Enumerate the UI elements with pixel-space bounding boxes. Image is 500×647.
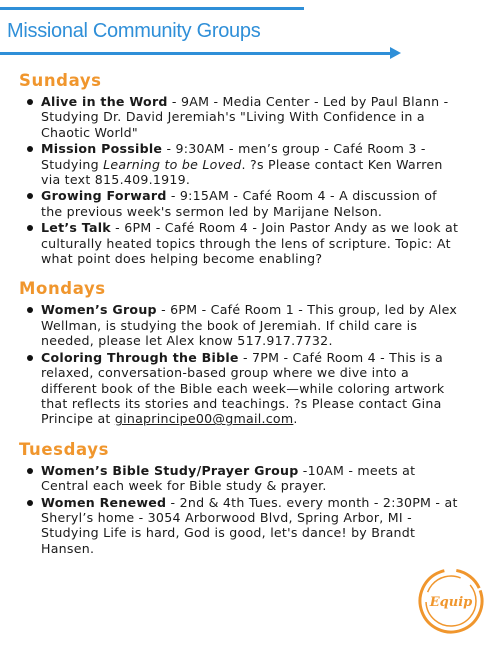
group-name: Women Renewed [41, 494, 167, 510]
group-details: - 2nd & 4th Tues. every month - 2:30PM - at Sheryl’s home - 3054 Arborwood Blvd, Spring Arbor, MI - Studying Life is hard, God is good, let's dance! by Brandt Hansen. [41, 494, 458, 556]
groups-content [19, 70, 459, 568]
list-item [41, 463, 459, 494]
group-details: - 9AM - Media Center - Led by Paul Blann - Studying Dr. David Jeremiah's "Living With Confidence in a Chaotic World" [41, 94, 449, 140]
sundays-list [19, 94, 459, 266]
list-item [41, 94, 459, 140]
list-item [41, 220, 459, 266]
mondays-list [19, 302, 459, 426]
page-title: Missional Community Groups [7, 20, 261, 42]
group-details: - 7PM - Café Room 4 - This is a relaxed, conversation-based group where we dive into a different book of the Bible each week—while coloring artwork that reflects its stories and teachings. ?s Please contact Gina Principe at [41, 349, 445, 427]
equip-logo [416, 566, 486, 636]
group-name: Coloring Through the Bible [41, 349, 239, 365]
list-item [41, 302, 459, 348]
group-details: - 9:30AM - men’s group - Café Room 3 - Studying [41, 141, 426, 172]
contact-email-link[interactable]: ginaprincipe00@gmail.com [114, 411, 294, 427]
group-details: -10AM - meets at Central each week for Bible study & prayer. [41, 462, 416, 494]
day-heading-sundays: Sundays [19, 71, 102, 90]
day-heading-tuesdays: Tuesdays [19, 439, 110, 459]
top-divider [0, 7, 304, 10]
group-name: Alive in the Word [41, 94, 168, 109]
list-item [41, 188, 459, 219]
group-name: Let’s Talk [41, 220, 111, 236]
group-details: . [293, 411, 298, 427]
group-details: - 9:15AM - Café Room 4 - A discussion of the previous week's sermon led by Marijane Nelson. [41, 188, 437, 219]
group-details: - 6PM - Café Room 4 - Join Pastor Andy as we look at culturally heated topics through the lens of scripture. Topic: At what point does helping become enabling? [41, 220, 459, 267]
logo-text: Equip [429, 595, 473, 610]
book-title: Learning to be Loved [103, 156, 242, 172]
list-item [41, 495, 459, 557]
group-details: - 6PM - Café Room 1 - This group, led by Alex Wellman, is studying the book of Jeremiah. If child care is needed, please let Alex know 517.917.7732. [41, 302, 458, 349]
group-name: Women’s Bible Study/Prayer Group [41, 462, 299, 478]
group-name: Growing Forward [41, 188, 167, 204]
group-details: . ?s Please contact Ken Warren via text 815.409.1919. [41, 156, 443, 188]
group-name: Women’s Group [41, 302, 157, 318]
day-heading-mondays: Mondays [19, 279, 106, 299]
arrow-right-icon [390, 47, 401, 59]
group-name: Mission Possible [41, 141, 163, 157]
arrow-divider [0, 52, 392, 55]
list-item [41, 350, 459, 427]
list-item [41, 141, 459, 187]
tuesdays-list [19, 463, 459, 556]
